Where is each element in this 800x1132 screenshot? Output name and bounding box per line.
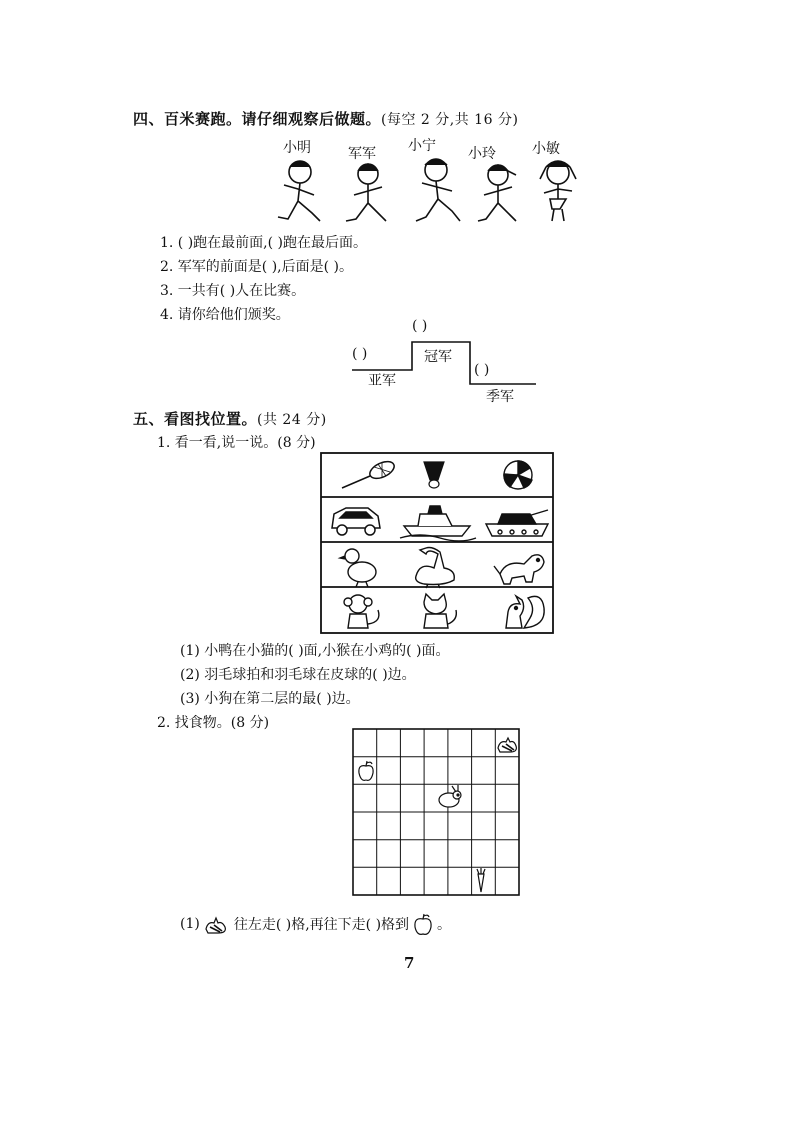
- cat-icon: [424, 594, 456, 628]
- s4-question-3: 3. 一共有( )人在比赛。: [160, 283, 306, 299]
- runner-name-2: 军军: [348, 146, 376, 162]
- p1-question-1: (1) 小鸭在小猫的( )面,小猴在小鸡的( )面。: [180, 643, 450, 659]
- runner-figure-3: [416, 159, 460, 221]
- car-icon: [332, 508, 380, 535]
- dog-icon: [494, 555, 544, 584]
- section4-score: (每空 2 分,共 16 分): [381, 112, 519, 128]
- part1-title: 1. 看一看,说一说。(8 分): [157, 435, 316, 451]
- runners-illustration: [270, 155, 590, 227]
- runner-name-1: 小明: [283, 140, 311, 156]
- food-grid: [352, 728, 522, 898]
- grid-carrot-icon: [477, 868, 485, 892]
- runner-figure-4: [478, 165, 516, 221]
- p2-question-prefix: (1): [180, 916, 200, 932]
- runner-figure-2: [346, 164, 386, 221]
- s4-question-2: 2. 军军的前面是( ),后面是( )。: [160, 259, 354, 275]
- shelf-grid: [320, 452, 554, 634]
- s4-question-1: 1. ( )跑在最前面,( )跑在最后面。: [160, 235, 368, 251]
- podium-third-blank[interactable]: ( ): [474, 362, 490, 378]
- runner-figure-1: [278, 161, 320, 221]
- runner-name-4: 小玲: [468, 146, 496, 162]
- tank-icon: [486, 510, 548, 536]
- badminton-racket-icon: [342, 458, 397, 488]
- chick-icon: [340, 549, 376, 587]
- section5-score: (共 24 分): [257, 412, 327, 428]
- runner-figure-5: [540, 161, 576, 221]
- shuttlecock-icon: [424, 462, 444, 488]
- grid-squirrel-icon: [498, 738, 516, 752]
- p2-question-1: [180, 912, 451, 936]
- p2-question-text: 往左走( )格,再往下走( )格到: [233, 917, 410, 933]
- section5-title: [133, 408, 327, 429]
- grid-rabbit-icon: [439, 785, 461, 807]
- s4-question-4: 4. 请你给他们颁奖。: [160, 307, 290, 323]
- apple-icon: [411, 912, 435, 936]
- podium-champion-blank[interactable]: ( ): [412, 318, 428, 334]
- podium-runnerup-label: 亚军: [368, 373, 396, 389]
- section5-title-text: 五、看图找位置。: [133, 410, 258, 428]
- grid-apple-icon: [359, 761, 373, 780]
- section4-title: [133, 108, 518, 129]
- squirrel-icon: [506, 596, 544, 628]
- podium-third-label: 季军: [486, 389, 514, 405]
- ship-icon: [400, 506, 476, 541]
- page-number: 7: [404, 954, 415, 972]
- runner-name-3: 小宁: [408, 138, 436, 154]
- squirrel-icon: [203, 914, 231, 934]
- ball-icon: [504, 461, 532, 489]
- p2-question-end: 。: [437, 917, 452, 933]
- podium-runnerup-blank[interactable]: ( ): [352, 346, 368, 362]
- part2-title: 2. 找食物。(8 分): [157, 715, 270, 731]
- podium-champion-label: 冠军: [424, 349, 452, 365]
- runner-name-5: 小敏: [532, 141, 560, 157]
- duck-icon: [416, 548, 455, 589]
- p1-question-2: (2) 羽毛球拍和羽毛球在皮球的( )边。: [180, 667, 416, 683]
- section4-title-text: 四、百米赛跑。请仔细观察后做题。: [133, 110, 382, 128]
- p1-question-3: (3) 小狗在第二层的最( )边。: [180, 691, 360, 707]
- monkey-icon: [344, 595, 379, 628]
